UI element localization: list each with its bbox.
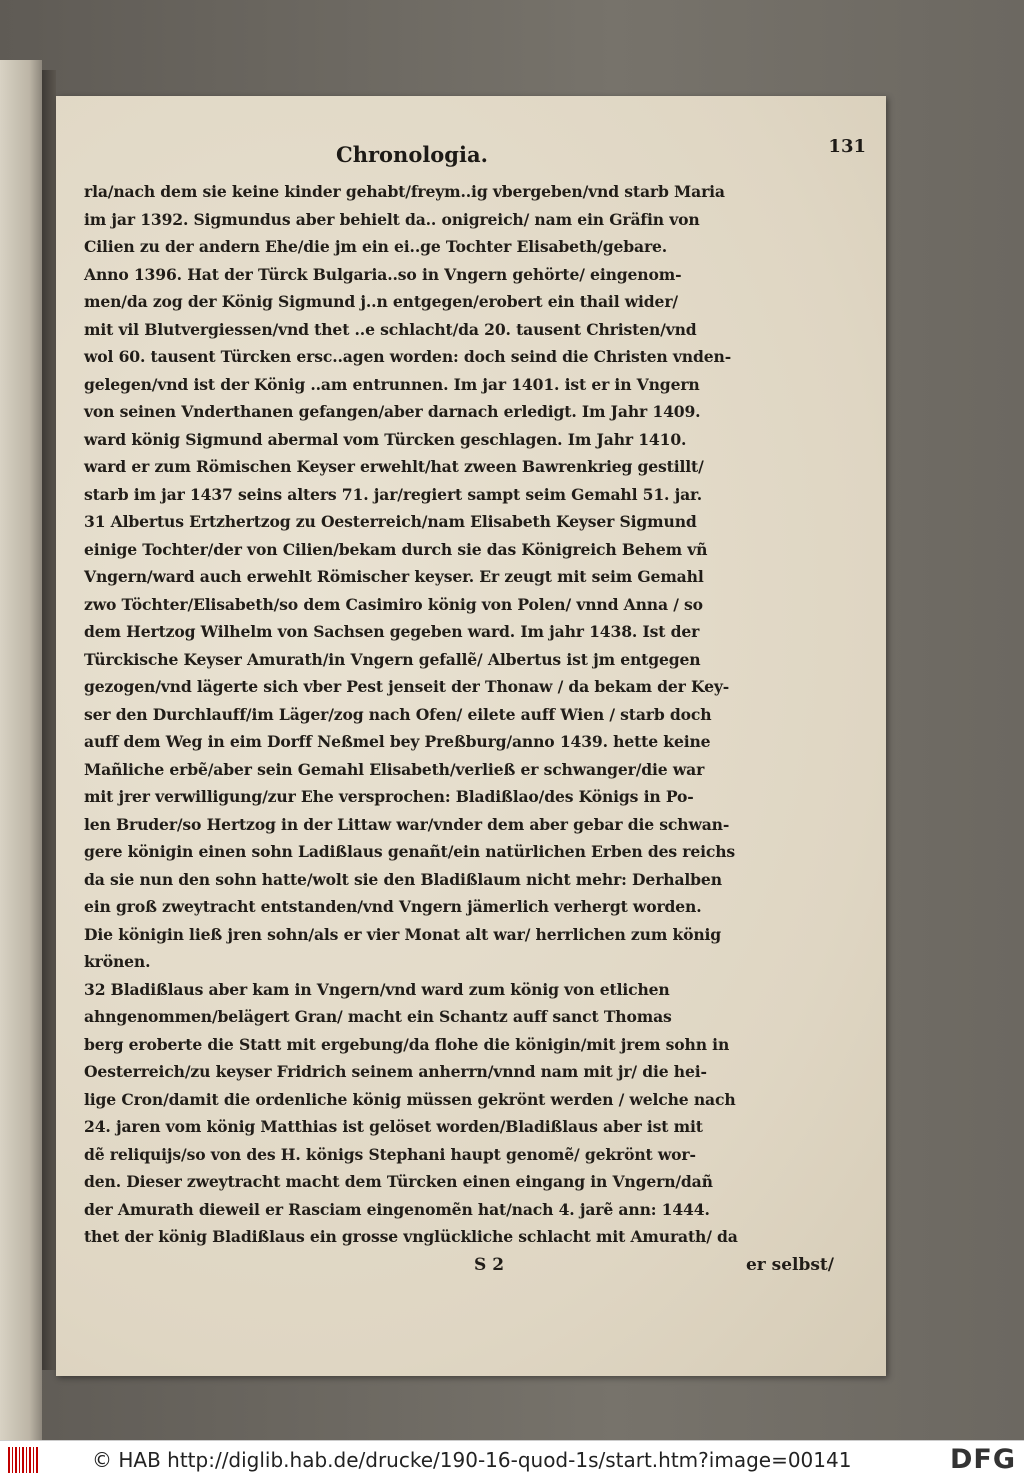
text-line: berg eroberte die Statt mit ergebung/da flohe die königin/mit jrem sohn in <box>84 1034 730 1054</box>
catchword: er selbst/ <box>745 1254 834 1275</box>
text-line: gelegen/vnd ist der König ..am entrunnen. Im jar 1401. ist er in Vngern <box>84 374 700 394</box>
text-line: ward er zum Römischen Keyser erwehlt/hat zween Bawrenkrieg gestillt/ <box>84 457 704 476</box>
text-line: lige Cron/damit die ordenliche könig müssen gekrönt werden / welche nach <box>84 1089 736 1109</box>
text-line: Anno 1396. Hat der Türck Bulgaria..so in Vngern gehörte/ eingenom- <box>84 264 682 284</box>
text-line: thet der könig Bladißlaus ein grosse vnglückliche schlacht mit Amurath/ da <box>84 1227 738 1246</box>
text-line: da sie nun den sohn hatte/wolt sie den Bladißlaum nicht mehr: Derhalben <box>84 869 722 889</box>
barcode-icon <box>8 1447 38 1473</box>
text-line: Türckische Keyser Amurath/in Vngern gefallẽ/ Albertus ist jm entgegen <box>84 649 701 669</box>
text-line: Cilien zu der andern Ehe/die jm ein ei..ge Tochter Elisabeth/gebare. <box>84 237 668 256</box>
text-line: gere königin einen sohn Ladißlaus genañt/ein natürlichen Erben des reichs <box>84 842 736 861</box>
left-page-edge <box>0 60 42 1440</box>
text-line: krönen. <box>84 952 151 971</box>
text-line: ein groß zweytracht entstanden/vnd Vngern jämerlich verhergt worden. <box>84 897 702 916</box>
text-line: von seinen Vnderthanen gefangen/aber darnach erledigt. Im Jahr 1409. <box>84 402 701 421</box>
text-line: gezogen/vnd lägerte sich vber Pest jenseit der Thonaw / da bekam der Key- <box>84 677 730 696</box>
text-line: Vngern/ward auch erwehlt Römischer keyser. Er zeugt mit seim Gemahl <box>84 567 704 586</box>
signature-mark: S 2 <box>474 1254 505 1275</box>
text-line: len Bruder/so Hertzog in der Littaw war/vnder dem aber gebar die schwan- <box>84 814 730 834</box>
text-line: 24. jaren vom könig Matthias ist gelöset worden/Bladißlaus aber ist mit <box>84 1117 703 1136</box>
text-line: mit vil Blutvergiessen/vnd thet ..e schlacht/da 20. tausent Christen/vnd <box>84 319 697 339</box>
text-line: dem Hertzog Wilhelm von Sachsen gegeben ward. Im jahr 1438. Ist der <box>84 622 700 641</box>
text-line: der Amurath dieweil er Rasciam eingenomẽn hat/nach 4. jarẽ ann: 1444. <box>84 1199 710 1219</box>
binding-shadow <box>42 70 56 1370</box>
text-line: auff dem Weg in eim Dorff Neßmel bey Preßburg/anno 1439. hette keine <box>84 732 711 751</box>
text-line: im jar 1392. Sigmundus aber behielt da.. onigreich/ nam ein Gräfin von <box>84 209 700 229</box>
text-line: einige Tochter/der von Cilien/bekam durch sie das Königreich Behem vñ <box>84 539 708 559</box>
text-line: Die königin ließ jren sohn/als er vier Monat alt war/ herrlichen zum könig <box>84 924 722 944</box>
running-head: Chronologia. <box>336 142 488 167</box>
text-line: rla/nach dem sie keine kinder gehabt/freym..ig vbergeben/vnd starb Maria <box>84 182 725 201</box>
text-line: starb im jar 1437 seins alters 71. jar/regiert sampt seim Gemahl 51. jar. <box>84 484 702 504</box>
text-line: Oesterreich/zu keyser Fridrich seinem anherrn/vnnd nam mit jr/ die hei- <box>84 1062 707 1081</box>
text-line: zwo Töchter/Elisabeth/so dem Casimiro könig von Polen/ vnnd Anna / so <box>84 594 703 614</box>
text-line: 32 Bladißlaus aber kam in Vngern/vnd ward zum könig von etlichen <box>84 979 670 999</box>
footer-bar <box>0 1440 1024 1479</box>
dfg-logo: DFG <box>949 1444 1016 1475</box>
text-line: mit jrer verwilligung/zur Ehe versprochen: Bladißlao/des Königs in Po- <box>84 787 694 806</box>
text-line: den. Dieser zweytracht macht dem Türcken einen eingang in Vngern/dañ <box>84 1172 713 1191</box>
text-line: ahngenommen/belägert Gran/ macht ein Schantz auff sanct Thomas <box>84 1007 672 1026</box>
text-line: 31 Albertus Ertzhertzog zu Oesterreich/nam Elisabeth Keyser Sigmund <box>84 512 697 531</box>
text-line: wol 60. tausent Türcken ersc..agen worden: doch seind die Christen vnden- <box>84 347 732 366</box>
signature-line <box>84 1251 864 1279</box>
text-line: ward könig Sigmund abermal vom Türcken geschlagen. Im Jahr 1410. <box>84 429 687 449</box>
page-header <box>56 136 886 172</box>
copyright-link[interactable]: © HAB http://diglib.hab.de/drucke/190-16-quod-1s/start.htm?image=00141 <box>92 1448 852 1472</box>
text-line: dẽ reliquijs/so von des H. königs Stephani haupt genomẽ/ gekrönt wor- <box>84 1144 696 1164</box>
text-line: ser den Durchlauff/im Läger/zog nach Ofen/ eilete auff Wien / starb doch <box>84 704 712 724</box>
text-block <box>84 178 864 1279</box>
text-line: Mañliche erbẽ/aber sein Gemahl Elisabeth/verließ er schwanger/die war <box>84 759 705 779</box>
page-number: 131 <box>828 136 866 157</box>
book-page <box>56 96 886 1376</box>
text-line: men/da zog der König Sigmund j..n entgegen/erobert ein thail wider/ <box>84 292 678 311</box>
